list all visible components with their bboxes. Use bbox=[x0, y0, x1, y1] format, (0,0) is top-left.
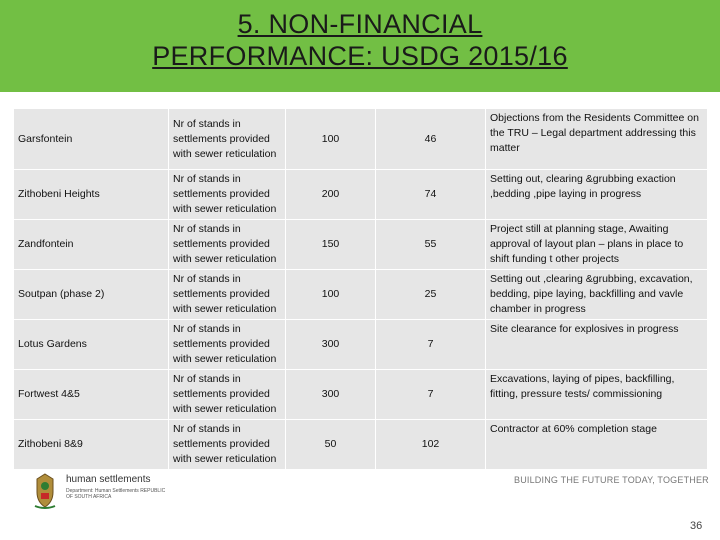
title-line-1: 5. NON-FINANCIAL bbox=[237, 9, 483, 39]
area-cell: Zandfontein bbox=[14, 220, 169, 270]
department-logo bbox=[32, 472, 166, 512]
description-cell: Nr of stands in settlements provided with sewer reticulation bbox=[169, 220, 286, 270]
comment-cell: Excavations, laying of pipes, backfilling, fitting, pressure tests/ commissioning bbox=[486, 370, 708, 420]
comment-cell: Project still at planning stage, Awaiting approval of layout plan – plans in place to shift funding t other projects bbox=[486, 220, 708, 270]
org-subtitle: Department: Human Settlements REPUBLIC OF SOUTH AFRICA bbox=[66, 488, 166, 500]
comment-cell: Contractor at 60% completion stage bbox=[486, 420, 708, 470]
target-cell: 50 bbox=[286, 420, 376, 470]
comment-cell: Objections from the Residents Committee on the TRU – Legal department addressing this matter bbox=[486, 109, 708, 170]
area-cell: Lotus Gardens bbox=[14, 320, 169, 370]
target-cell: 300 bbox=[286, 320, 376, 370]
actual-cell: 55 bbox=[376, 220, 486, 270]
target-cell: 100 bbox=[286, 109, 376, 170]
comment-cell: Setting out, clearing &grubbing exaction ,bedding ,pipe laying in progress bbox=[486, 170, 708, 220]
title-line-2: PERFORMANCE: USDG 2015/16 bbox=[152, 41, 568, 71]
description-cell: Nr of stands in settlements provided with sewer reticulation bbox=[169, 109, 286, 170]
description-cell: Nr of stands in settlements provided with sewer reticulation bbox=[169, 420, 286, 470]
table-row bbox=[14, 220, 708, 270]
area-cell: Zithobeni 8&9 bbox=[14, 420, 169, 470]
description-cell: Nr of stands in settlements provided with sewer reticulation bbox=[169, 170, 286, 220]
comment-cell: Setting out ,clearing &grubbing, excavation, bedding, pipe laying, backfilling and vavle chamber in progress bbox=[486, 270, 708, 320]
actual-cell: 46 bbox=[376, 109, 486, 170]
area-cell: Fortwest 4&5 bbox=[14, 370, 169, 420]
actual-cell: 102 bbox=[376, 420, 486, 470]
description-cell: Nr of stands in settlements provided with sewer reticulation bbox=[169, 370, 286, 420]
description-cell: Nr of stands in settlements provided with sewer reticulation bbox=[169, 270, 286, 320]
comment-cell: Site clearance for explosives in progress bbox=[486, 320, 708, 370]
area-cell: Garsfontein bbox=[14, 109, 169, 170]
table-row bbox=[14, 270, 708, 320]
slide-title bbox=[0, 8, 720, 72]
actual-cell: 25 bbox=[376, 270, 486, 320]
area-cell: Soutpan (phase 2) bbox=[14, 270, 169, 320]
footer-slogan: BUILDING THE FUTURE TODAY, TOGETHER bbox=[514, 475, 709, 485]
actual-cell: 74 bbox=[376, 170, 486, 220]
table-row bbox=[14, 170, 708, 220]
table-row bbox=[14, 370, 708, 420]
target-cell: 300 bbox=[286, 370, 376, 420]
area-cell: Zithobeni Heights bbox=[14, 170, 169, 220]
description-cell: Nr of stands in settlements provided with sewer reticulation bbox=[169, 320, 286, 370]
table-row bbox=[14, 320, 708, 370]
table-row bbox=[14, 420, 708, 470]
actual-cell: 7 bbox=[376, 370, 486, 420]
target-cell: 200 bbox=[286, 170, 376, 220]
target-cell: 100 bbox=[286, 270, 376, 320]
performance-table bbox=[13, 108, 708, 470]
target-cell: 150 bbox=[286, 220, 376, 270]
coat-of-arms-icon bbox=[32, 472, 58, 510]
page-number: 36 bbox=[690, 520, 703, 532]
table-row bbox=[14, 109, 708, 170]
actual-cell: 7 bbox=[376, 320, 486, 370]
org-name: human settlements bbox=[66, 474, 151, 485]
